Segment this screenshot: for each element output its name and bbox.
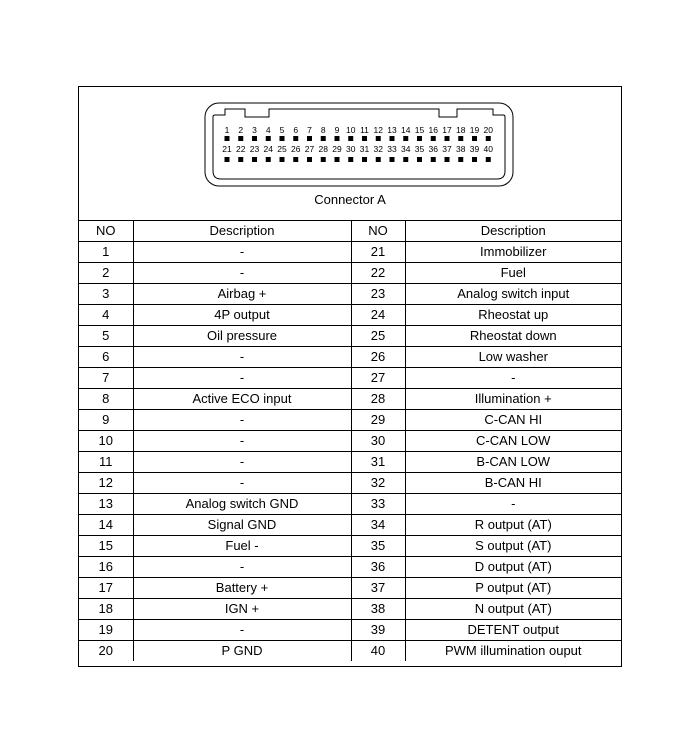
pin-contact	[403, 136, 408, 141]
pin-no-left: 12	[79, 473, 133, 494]
pin-description-left: Analog switch GND	[133, 494, 351, 515]
pin-no-right: 32	[351, 473, 405, 494]
pin-label: 32	[373, 144, 383, 154]
pin-contact	[266, 157, 271, 162]
pin-contact	[225, 157, 230, 162]
pin-no-left: 20	[79, 641, 133, 662]
pin-no-left: 9	[79, 410, 133, 431]
table-row	[79, 347, 621, 368]
pin-no-left: 2	[79, 263, 133, 284]
pin-no-left: 14	[79, 515, 133, 536]
pin-contact	[238, 157, 243, 162]
pin-contact	[445, 157, 450, 162]
table-row	[79, 326, 621, 347]
pin-no-right: 35	[351, 536, 405, 557]
pin-description-left: -	[133, 410, 351, 431]
pin-contact	[293, 136, 298, 141]
pin-description-right: B-CAN HI	[405, 473, 621, 494]
pin-label: 1	[224, 125, 230, 135]
pin-description-right: Rheostat down	[405, 326, 621, 347]
pin-contact	[431, 157, 436, 162]
pin-description-left: Active ECO input	[133, 389, 351, 410]
table-row	[79, 263, 621, 284]
table-row	[79, 242, 621, 263]
pin-contact	[362, 136, 367, 141]
pin-label: 37	[442, 144, 452, 154]
pin-description-right: -	[405, 494, 621, 515]
pin-label: 35	[414, 144, 425, 154]
pin-contact	[486, 136, 491, 141]
header-description-left: Description	[133, 221, 351, 242]
pin-description-right: S output (AT)	[405, 536, 621, 557]
pin-contact	[307, 136, 312, 141]
pin-contact	[431, 136, 436, 141]
pin-contact	[362, 157, 367, 162]
pin-contact	[417, 157, 422, 162]
pin-label: 9	[334, 125, 340, 135]
pin-description-right: Low washer	[405, 347, 621, 368]
pin-no-left: 7	[79, 368, 133, 389]
pin-label: 25	[277, 144, 287, 154]
pin-contact	[252, 136, 257, 141]
pin-no-left: 1	[79, 242, 133, 263]
table-row	[79, 557, 621, 578]
pin-no-right: 26	[351, 347, 405, 368]
pin-contact	[376, 157, 381, 162]
pin-contact	[252, 157, 257, 162]
table-row	[79, 473, 621, 494]
pin-label: 20	[483, 125, 493, 135]
pin-label: 19	[469, 125, 480, 135]
pin-contact	[417, 136, 422, 141]
pin-contact	[307, 157, 312, 162]
pin-contact	[280, 157, 285, 162]
pin-contact	[458, 136, 463, 141]
connector-frame	[78, 86, 622, 667]
pin-contact	[348, 136, 353, 141]
pin-label: 36	[428, 144, 438, 154]
table-row	[79, 431, 621, 452]
pin-description-right: Immobilizer	[405, 242, 621, 263]
table-row	[79, 368, 621, 389]
pin-contact	[321, 157, 326, 162]
table-row	[79, 494, 621, 515]
pin-label: 31	[359, 144, 370, 154]
pin-no-left: 17	[79, 578, 133, 599]
pin-description-left: -	[133, 473, 351, 494]
pin-description-right: PWM illumination ouput	[405, 641, 621, 662]
pin-contact	[293, 157, 298, 162]
pin-no-left: 15	[79, 536, 133, 557]
connector-diagram	[79, 87, 621, 221]
table-row	[79, 305, 621, 326]
pin-no-right: 38	[351, 599, 405, 620]
pin-description-left: -	[133, 368, 351, 389]
pin-no-right: 36	[351, 557, 405, 578]
pin-no-right: 25	[351, 326, 405, 347]
pin-label: 15	[414, 125, 425, 135]
pin-label: 28	[318, 144, 328, 154]
pin-no-right: 23	[351, 284, 405, 305]
pin-table	[79, 221, 621, 661]
pin-description-right: N output (AT)	[405, 599, 621, 620]
pin-description-left: Battery +	[133, 578, 351, 599]
pin-label: 4	[265, 125, 271, 135]
pin-no-right: 27	[351, 368, 405, 389]
pin-description-left: -	[133, 620, 351, 641]
table-row	[79, 452, 621, 473]
pin-description-left: Signal GND	[133, 515, 351, 536]
pin-description-left: P GND	[133, 641, 351, 662]
pin-label: 10	[346, 125, 356, 135]
pin-description-right: Analog switch input	[405, 284, 621, 305]
header-description-right: Description	[405, 221, 621, 242]
pin-contact	[266, 136, 271, 141]
pin-no-right: 39	[351, 620, 405, 641]
pin-description-left: -	[133, 347, 351, 368]
pin-contact	[238, 136, 243, 141]
pin-contact	[472, 157, 477, 162]
pin-label: 14	[401, 125, 411, 135]
pin-contact	[445, 136, 450, 141]
pin-description-left: Oil pressure	[133, 326, 351, 347]
pin-label: 24	[263, 144, 273, 154]
pin-no-right: 33	[351, 494, 405, 515]
pin-label: 11	[360, 125, 369, 135]
pin-label: 13	[387, 125, 397, 135]
pin-row-top	[225, 125, 494, 141]
pin-label: 7	[307, 125, 312, 135]
pin-description-right: DETENT output	[405, 620, 621, 641]
pin-no-left: 10	[79, 431, 133, 452]
pin-description-right: Rheostat up	[405, 305, 621, 326]
pin-contact	[225, 136, 230, 141]
pin-no-left: 3	[79, 284, 133, 305]
table-row	[79, 410, 621, 431]
pin-no-right: 28	[351, 389, 405, 410]
header-no-left: NO	[79, 221, 133, 242]
table-row	[79, 620, 621, 641]
pin-contact	[390, 157, 395, 162]
pin-label: 40	[483, 144, 493, 154]
pin-description-left: -	[133, 263, 351, 284]
table-row	[79, 599, 621, 620]
pin-label: 26	[291, 144, 301, 154]
pin-no-left: 4	[79, 305, 133, 326]
pin-no-left: 13	[79, 494, 133, 515]
pin-no-right: 29	[351, 410, 405, 431]
pin-label: 6	[293, 125, 299, 135]
pin-description-right: Fuel	[405, 263, 621, 284]
pin-label: 12	[373, 125, 383, 135]
table-row	[79, 515, 621, 536]
pin-label: 5	[279, 125, 285, 135]
pin-description-right: B-CAN LOW	[405, 452, 621, 473]
pin-contact	[472, 136, 477, 141]
pin-description-left: -	[133, 431, 351, 452]
pin-label: 8	[320, 125, 326, 135]
pin-label: 27	[304, 144, 315, 154]
pin-description-right: C-CAN LOW	[405, 431, 621, 452]
pin-label: 3	[252, 125, 257, 135]
pin-label: 30	[346, 144, 356, 154]
pin-label: 34	[401, 144, 411, 154]
pin-contact	[335, 136, 340, 141]
pin-no-right: 24	[351, 305, 405, 326]
pin-label: 18	[456, 125, 466, 135]
pin-no-left: 18	[79, 599, 133, 620]
pin-no-left: 5	[79, 326, 133, 347]
pin-no-left: 8	[79, 389, 133, 410]
pin-label: 16	[428, 125, 438, 135]
pin-label: 38	[456, 144, 466, 154]
pin-label: 2	[238, 125, 244, 135]
pin-label: 23	[249, 144, 260, 154]
pin-contact	[403, 157, 408, 162]
pin-no-right: 21	[351, 242, 405, 263]
pin-label: 22	[236, 144, 246, 154]
pin-no-right: 34	[351, 515, 405, 536]
pin-no-left: 6	[79, 347, 133, 368]
pin-description-left: 4P output	[133, 305, 351, 326]
pin-description-right: R output (AT)	[405, 515, 621, 536]
pin-label: 21	[222, 144, 232, 154]
pin-no-right: 40	[351, 641, 405, 662]
pin-label: 39	[469, 144, 480, 154]
pin-no-right: 37	[351, 578, 405, 599]
pin-description-right: Illumination +	[405, 389, 621, 410]
pin-description-left: -	[133, 452, 351, 473]
table-row	[79, 389, 621, 410]
header-no-right: NO	[351, 221, 405, 242]
pin-contact	[335, 157, 340, 162]
pin-contact	[376, 136, 381, 141]
pin-no-left: 19	[79, 620, 133, 641]
pin-description-right: D output (AT)	[405, 557, 621, 578]
pin-description-left: -	[133, 242, 351, 263]
pin-contact	[348, 157, 353, 162]
table-row	[79, 641, 621, 662]
pin-label: 33	[387, 144, 397, 154]
table-row	[79, 536, 621, 557]
table-row	[79, 284, 621, 305]
pin-contact	[280, 136, 285, 141]
pin-label: 17	[442, 125, 452, 135]
pin-no-left: 16	[79, 557, 133, 578]
pin-label: 29	[332, 144, 342, 154]
pin-contact	[321, 136, 326, 141]
pin-contact	[390, 136, 395, 141]
table-header-row	[79, 221, 621, 242]
pin-description-left: IGN +	[133, 599, 351, 620]
pin-description-left: Fuel -	[133, 536, 351, 557]
pin-row-bottom	[222, 144, 493, 162]
table-row	[79, 578, 621, 599]
pin-description-right: C-CAN HI	[405, 410, 621, 431]
pin-no-right: 30	[351, 431, 405, 452]
pin-no-left: 11	[79, 452, 133, 473]
pin-description-left: Airbag +	[133, 284, 351, 305]
pin-description-right: P output (AT)	[405, 578, 621, 599]
pin-no-right: 22	[351, 263, 405, 284]
pin-contact	[486, 157, 491, 162]
pin-description-right: -	[405, 368, 621, 389]
connector-caption: Connector A	[314, 192, 386, 207]
pin-no-right: 31	[351, 452, 405, 473]
pin-contact	[458, 157, 463, 162]
pin-description-left: -	[133, 557, 351, 578]
